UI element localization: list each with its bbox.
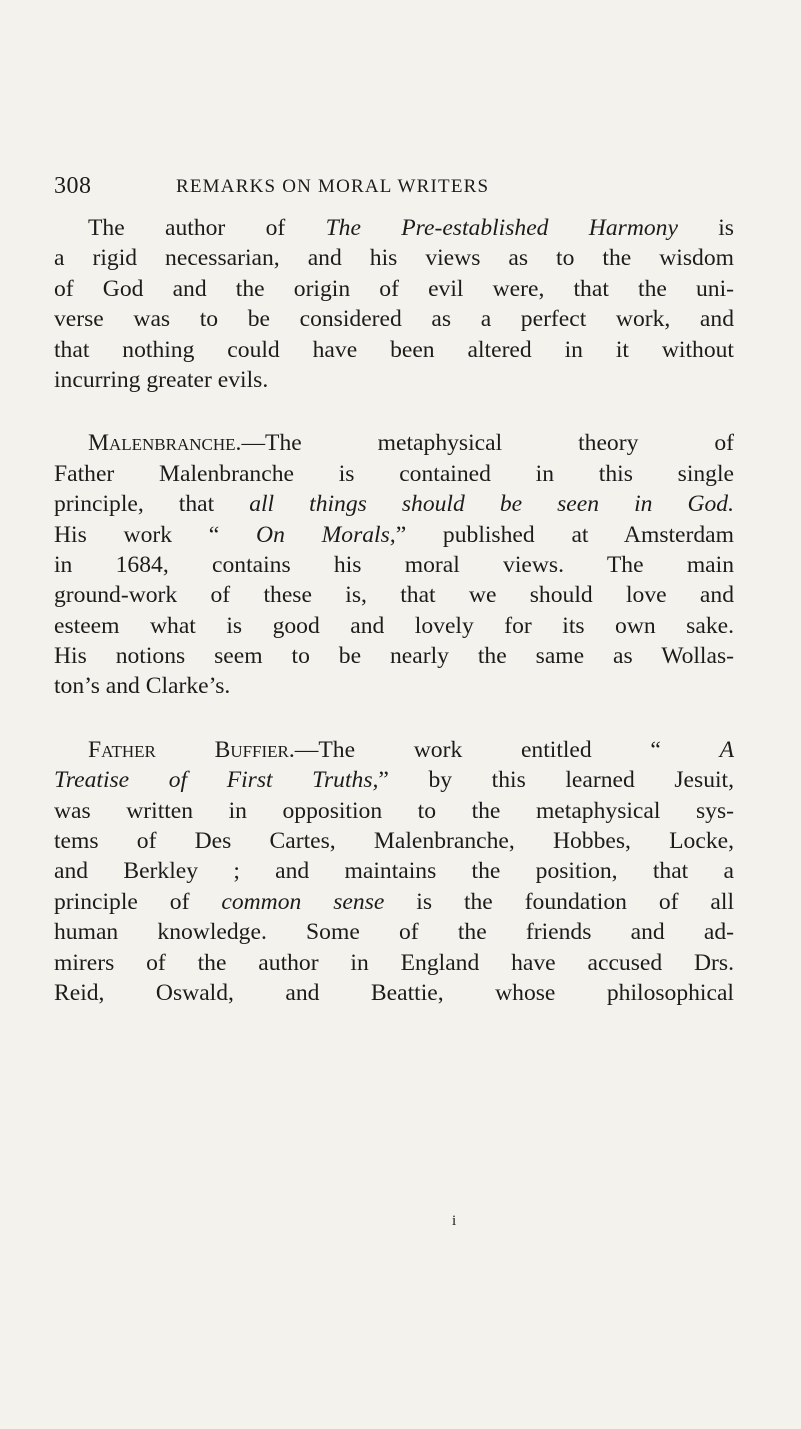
text-line [54,735,734,765]
text-line [54,765,734,795]
section-heading: Father Buffier. [88,736,295,763]
text-line: His notions seem to be nearly the same as Wollas- [54,643,734,670]
text-run: ” published at Amsterdam [395,521,735,548]
page-header [54,173,734,203]
text-line [54,213,734,243]
paragraph [54,428,734,702]
text-run: principle of [54,888,222,915]
text-line: ground-work of these is, that we should love and [54,582,734,609]
text-line: incurring greater evils. [54,366,269,393]
paragraph [54,735,734,1009]
book-title: The Pre-established Harmony [325,215,678,241]
text-run: His work “ [54,521,257,548]
text-run: —The metaphysical theory of [241,430,734,457]
text-line: Reid, Oswald, and Beattie, whose philosophical [54,979,734,1006]
text-line: tems of Des Cartes, Malenbranche, Hobbes, Locke, [54,828,734,855]
text-line [54,520,734,550]
text-run: principle, that [54,491,250,518]
text-line: in 1684, contains his moral views. The main [54,551,734,578]
paragraph-gap [54,395,734,428]
text-line: of God and the origin of evil were, that the uni- [54,275,734,302]
text-line [54,428,734,458]
text-run: is the foundation of all [384,888,735,915]
paragraph [54,213,734,395]
book-title: On Morals, [256,521,396,548]
text-line [54,887,734,917]
text-line: a rigid necessarian, and his views as to the wisdom [54,245,734,272]
section-heading: Malenbranche. [88,430,242,457]
paragraph-gap [54,702,734,735]
text-line: verse was to be considered as a perfect work, and [54,306,734,333]
book-title: Treatise of First Truths, [54,767,379,794]
text-line: was written in opposition to the metaphysical sys- [54,797,734,824]
text-run: is [677,215,734,241]
emphasis: common sense [221,888,385,915]
text-line: mirers of the author in England have accused Drs. [54,949,734,976]
text-line: ton’s and Clarke’s. [54,673,231,700]
text-line: and Berkley ; and maintains the position, that a [54,858,734,885]
running-head: REMARKS ON MORAL WRITERS [176,176,490,197]
text-run: —The work entitled “ [294,736,720,763]
text-line: that nothing could have been altered in it without [54,336,734,363]
text-line [54,489,734,519]
emphasis: all things should be seen in God. [249,491,734,518]
text-run: ” by this learned Jesuit, [378,767,734,794]
text-line: Father Malenbranche is contained in this single [54,460,734,487]
page-number: 308 [54,173,92,199]
text-line: esteem what is good and lovely for its own sake. [54,612,734,639]
signature-mark: i [452,1213,457,1229]
book-title: A [719,736,734,763]
text-run: The author of [88,215,326,241]
text-line: human knowledge. Some of the friends and ad- [54,919,734,946]
body-text [54,213,734,1008]
